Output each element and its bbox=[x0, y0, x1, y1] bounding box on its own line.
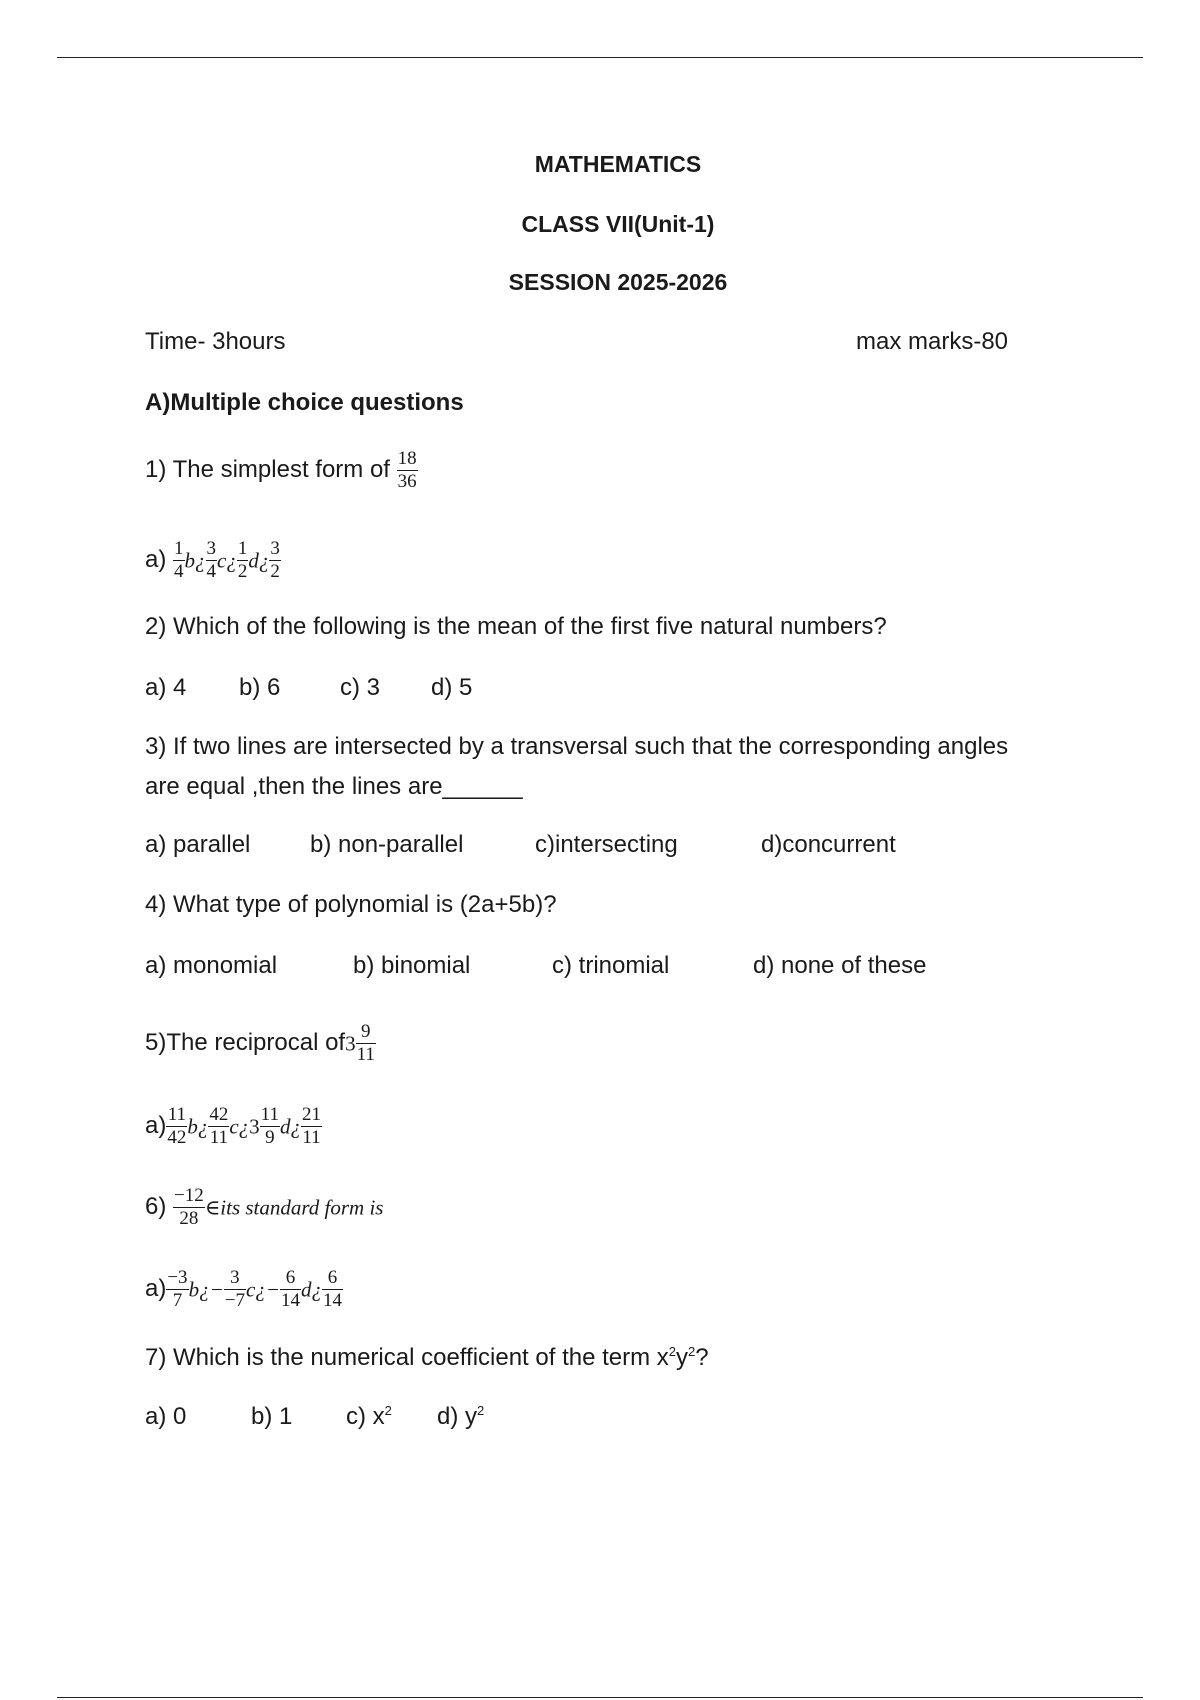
question-5-fraction: $\frac{9}{11}$ bbox=[356, 1021, 375, 1065]
option-fraction: $\frac{6}{14}$ bbox=[280, 1267, 300, 1311]
question-6 bbox=[145, 1185, 383, 1230]
subject-title: MATHEMATICS bbox=[534, 151, 702, 177]
question-1-fraction: $\frac{18}{36}$ bbox=[397, 448, 417, 492]
bottom-rule bbox=[57, 1697, 1143, 1698]
top-rule bbox=[57, 57, 1143, 58]
option-separator: b¿− bbox=[188, 1277, 224, 1302]
question-3-option-a: a) parallel bbox=[145, 831, 251, 858]
option-separator: c¿ bbox=[217, 548, 237, 573]
question-5 bbox=[145, 1021, 376, 1066]
question-5-options bbox=[145, 1104, 322, 1149]
session-title: SESSION 2025-2026 bbox=[508, 269, 728, 295]
option-separator: c¿ bbox=[229, 1114, 250, 1139]
question-2-option-a: a) 4 bbox=[145, 674, 187, 701]
question-4-option-a: a) monomial bbox=[145, 952, 278, 979]
question-6-fraction: $\frac{-12}{28}$ bbox=[174, 1185, 204, 1229]
question-2-option-c: c) 3 bbox=[340, 674, 381, 701]
question-3-prompt: 3) If two lines are intersected by a transversal such that the corresponding angles bbox=[145, 733, 1009, 760]
option-fraction: $\frac{1}{4}$ bbox=[174, 538, 184, 582]
question-7-prompt: 7) Which is the numerical coefficient of the term $x^2y^2$? bbox=[145, 1344, 709, 1371]
question-4-option-c: c) trinomial bbox=[552, 952, 670, 979]
option-separator: c¿− bbox=[245, 1277, 280, 1302]
option-separator: d¿ bbox=[279, 1114, 301, 1139]
section-a-title: A)Multiple choice questions bbox=[145, 389, 464, 416]
option-fraction: $\frac{6}{14}$ bbox=[322, 1267, 342, 1311]
question-5-whole: 3 bbox=[345, 1031, 356, 1056]
question-2-option-b: b) 6 bbox=[239, 674, 281, 701]
option-fraction: $\frac{-3}{7}$ bbox=[167, 1267, 188, 1311]
question-2-prompt: 2) Which of the following is the mean of the first five natural numbers? bbox=[145, 613, 887, 640]
question-7-option-c: c) $x^2$ bbox=[346, 1403, 392, 1430]
question-5-prompt: 5)The reciprocal of bbox=[145, 1028, 346, 1056]
question-7-option-b: b) 1 bbox=[251, 1403, 293, 1430]
option-fraction: $\frac{3}{4}$ bbox=[206, 538, 217, 582]
question-3-option-d: d)concurrent bbox=[761, 831, 896, 858]
question-4-option-b: b) binomial bbox=[353, 952, 471, 979]
class-title: CLASS VII(Unit-1) bbox=[521, 211, 715, 237]
option-whole: 3 bbox=[249, 1114, 260, 1139]
question-4-prompt: 4) What type of polynomial is (2a+5b)? bbox=[145, 891, 557, 918]
option-separator: b¿ bbox=[187, 1114, 209, 1139]
option-prefix: a) bbox=[145, 1274, 167, 1302]
question-1-prompt: 1) The simplest form of bbox=[145, 455, 390, 483]
option-fraction: $\frac{3}{-7}$ bbox=[224, 1267, 245, 1311]
option-fraction: $\frac{3}{2}$ bbox=[270, 538, 280, 582]
option-fraction: $\frac{21}{11}$ bbox=[301, 1104, 321, 1148]
option-separator: d¿ bbox=[300, 1277, 322, 1302]
question-3-option-b: b) non-parallel bbox=[310, 831, 464, 858]
option-fraction: $\frac{42}{11}$ bbox=[209, 1104, 229, 1148]
question-3-prompt-line2: are equal ,then the lines are______ bbox=[145, 773, 523, 800]
option-prefix: a) bbox=[145, 545, 167, 573]
question-7-option-d: d) $y^2$ bbox=[437, 1403, 485, 1430]
question-2-option-d: d) 5 bbox=[431, 674, 473, 701]
question-3-option-c: c)intersecting bbox=[535, 831, 678, 858]
question-6-options bbox=[145, 1267, 343, 1312]
time-label: Time- 3hours bbox=[145, 328, 286, 355]
option-fraction: $\frac{11}{9}$ bbox=[260, 1104, 279, 1148]
max-marks-label: max marks-80 bbox=[856, 328, 1009, 355]
question-6-tail: ∈its standard form is bbox=[204, 1195, 384, 1220]
option-separator: b¿ bbox=[184, 548, 206, 573]
question-1 bbox=[145, 448, 418, 493]
question-4-option-d: d) none of these bbox=[753, 952, 927, 979]
option-prefix: a) bbox=[145, 1111, 167, 1139]
question-7-option-a: a) 0 bbox=[145, 1403, 187, 1430]
option-separator: d¿ bbox=[248, 548, 270, 573]
question-6-prompt: 6) bbox=[145, 1192, 167, 1220]
question-1-options bbox=[145, 538, 281, 583]
option-fraction: $\frac{1}{2}$ bbox=[237, 538, 248, 582]
option-fraction: $\frac{11}{42}$ bbox=[167, 1104, 187, 1148]
